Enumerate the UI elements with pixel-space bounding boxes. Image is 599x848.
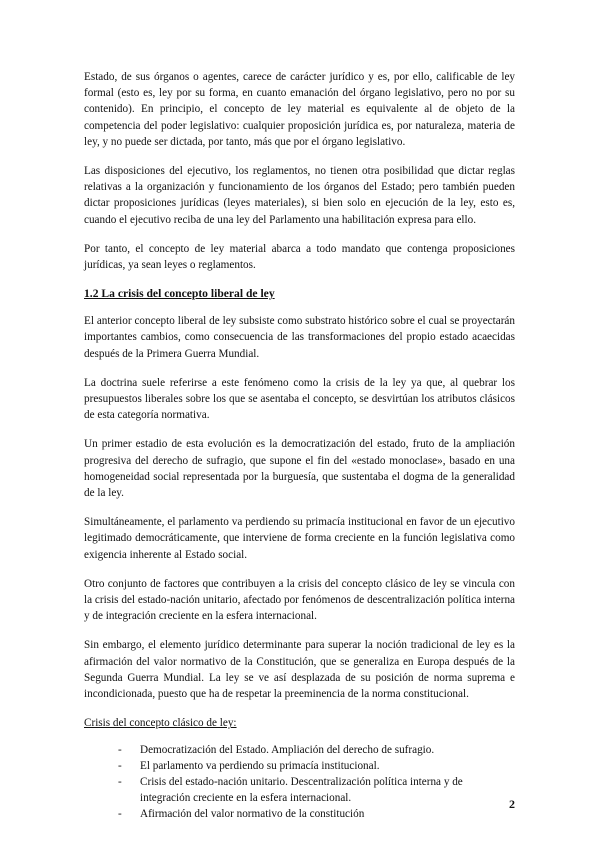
paragraph: Un primer estadio de esta evolución es la democratización del estado, fruto de la ampliación progresiva del derecho de sufragio, que supone el fin del «estado monoclase», basado en una homogeneidad social representada por la burguesía, que sustentaba el dogma de la generalidad de la ley. [84, 438, 515, 500]
paragraph: Sin embargo, el elemento jurídico determinante para superar la noción tradicional de ley es la afirmación del valor normativo de la Constitución, que se generaliza en Europa después de la Segunda Guerra Mundial. La ley se ve así desplazada de su posición de norma suprema e incondicionada, puesto que ha de respetar la preeminencia de la norma constitucional. [84, 639, 515, 701]
list-item-text: El parlamento va perdiendo su primacía institucional. [140, 760, 380, 773]
paragraph: El anterior concepto liberal de ley subsiste como substrato histórico sobre el cual se proyectarán importantes cambios, como consecuencia de las transformaciones del propio estado acaecidas después de la Primera Guerra Mundial. [84, 315, 515, 360]
list-item-text: Crisis del estado-nación unitario. Descentralización política interna y de integración creciente en la esfera internacional. [140, 776, 463, 805]
paragraph: Otro conjunto de factores que contribuyen a la crisis del concepto clásico de ley se vincula con la crisis del estado-nación unitario, afectado por fenómenos de descentralización política interna y de integración creciente en la esfera internacional. [84, 577, 515, 623]
list-item-text: Democratización del Estado. Ampliación del derecho de sufragio. [140, 744, 435, 757]
dash-marker: - [118, 744, 122, 757]
section-heading: 1.2 La crisis del concepto liberal de ley [84, 287, 275, 301]
paragraph: Estado, de sus órganos o agentes, carece de carácter jurídico y es, por ello, calificable de ley formal (esto es, ley por su forma, en cuanto emanación del órgano legislativo, pero no por su contenido). En principio, el concepto de ley material es equivalente al de objeto de la competencia del poder legislativo: cualquier proposición jurídica es, por naturaleza, materia de ley, y no puede ser dictada, por tanto, más que por el órgano legislativo. [84, 71, 515, 148]
bullet-list [84, 742, 515, 822]
list-title: Crisis del concepto clásico de ley: [84, 717, 237, 730]
list-item [118, 806, 515, 822]
list-item [118, 774, 515, 806]
paragraph: Por tanto, el concepto de ley material abarca a todo mandato que contenga proposiciones jurídicas, ya sean leyes o reglamentos. [84, 242, 515, 272]
dash-marker: - [118, 760, 122, 773]
dash-marker: - [118, 808, 122, 821]
list-item-text: Afirmación del valor normativo de la constitución [140, 808, 365, 821]
list-item [118, 742, 515, 758]
paragraph: Las disposiciones del ejecutivo, los reglamentos, no tienen otra posibilidad que dictar reglas relativas a la organización y funcionamiento de los órganos del Estado; pero también pueden dictar proposiciones jurídicas (leyes materiales), si bien solo en ejecución de la ley, esto es, cuando el ejecutivo reciba de una ley del Parlamento una habilitación expresa para ello. [84, 165, 515, 226]
paragraph: La doctrina suele referirse a este fenómeno como la crisis de la ley ya que, al quebrar los presupuestos liberales sobre los que se asentaba el concepto, se desvirtúan los atributos clásicos de esta categoría normativa. [84, 376, 515, 422]
list-item [118, 758, 515, 774]
dash-marker: - [118, 776, 122, 789]
page-number: 2 [509, 797, 515, 811]
paragraph: Simultáneamente, el parlamento va perdiendo su primacía institucional en favor de un ejecutivo legitimado democráticamente, que interviene de forma creciente en la función legislativa como exigencia inherente al Estado social. [84, 516, 515, 561]
